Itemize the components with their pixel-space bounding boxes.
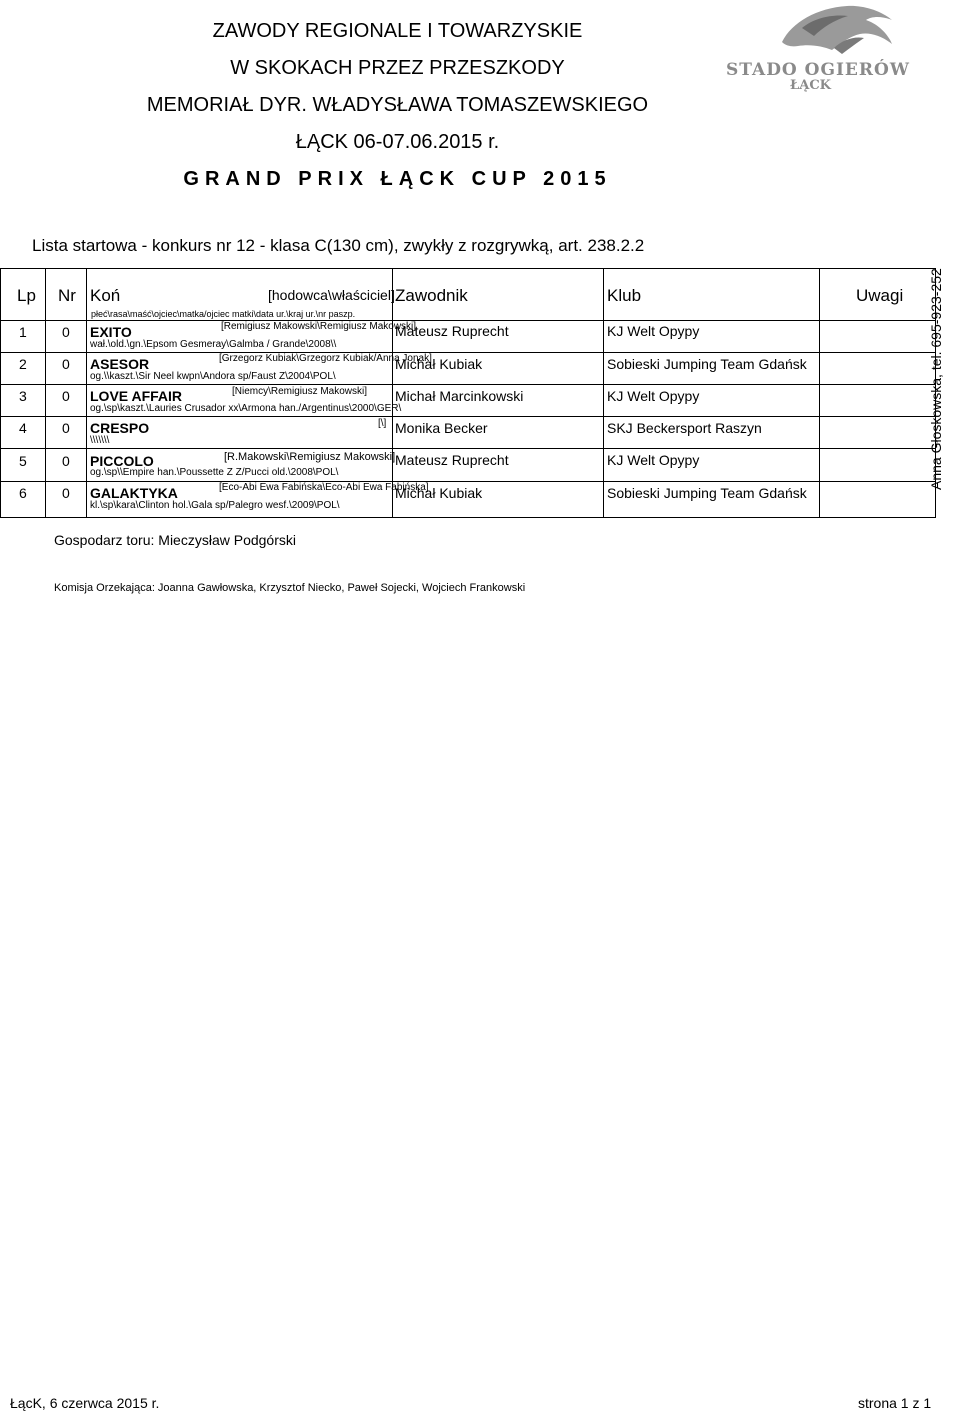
row-2-details: og.\\kaszt.\Sir Neel kwpn\Andora sp/Faust Z\2004\POL\ — [90, 371, 336, 382]
row-divider-4 — [0, 448, 936, 449]
row-1-club: KJ Welt Opypy — [607, 323, 700, 339]
row-3-rider: Michał Marcinkowski — [395, 388, 524, 404]
row-3-owner: [Niemcy\Remigiusz Makowski] — [232, 386, 368, 397]
event-title-line-2: W SKOKACH PRZEZ PRZESZKODY — [230, 57, 565, 79]
row-3-lp: 3 — [19, 388, 27, 404]
row-6-details: kl.\sp\kara\Clinton hol.\Gala sp/Palegro wesf.\2009\POL\ — [90, 500, 340, 511]
footer-page-number: strona 1 z 1 — [858, 1395, 932, 1411]
row-6-owner: [Eco-Abi Ewa Fabińska\Eco-Abi Ewa Fabińska] — [219, 482, 429, 493]
row-3-horse: LOVE AFFAIR — [90, 388, 183, 404]
row-6-club: Sobieski Jumping Team Gdańsk — [607, 485, 807, 501]
table-bottom-border — [0, 517, 936, 518]
course-designer: Gospodarz toru: Mieczysław Podgórski — [54, 532, 296, 548]
header-lp: Lp — [17, 286, 36, 305]
row-5-nr: 0 — [62, 453, 70, 469]
row-2-club: Sobieski Jumping Team Gdańsk — [607, 356, 807, 372]
row-6-rider: Michał Kubiak — [395, 485, 483, 501]
row-1-rider: Mateusz Ruprecht — [395, 323, 509, 339]
row-5-horse: PICCOLO — [90, 453, 154, 469]
table-top-border — [0, 268, 936, 269]
header-owner: [hodowca\właściciel] — [268, 287, 395, 303]
row-4-lp: 4 — [19, 420, 27, 436]
row-4-owner: [\] — [378, 418, 387, 429]
row-1-nr: 0 — [62, 324, 70, 340]
row-5-owner: [R.Makowski\Remigiusz Makowski] — [224, 451, 396, 463]
row-4-horse: CRESPO — [90, 420, 150, 436]
row-5-lp: 5 — [19, 453, 27, 469]
footer-place-date: ŁącK, 6 czerwca 2015 r. — [10, 1395, 160, 1411]
row-2-rider: Michał Kubiak — [395, 356, 483, 372]
header-divider — [0, 320, 936, 321]
row-divider-2 — [0, 384, 936, 385]
row-1-horse: EXITO — [90, 324, 132, 340]
event-title-line-1: ZAWODY REGIONALE I TOWARZYSKIE — [212, 20, 583, 42]
header-uwagi: Uwagi — [856, 286, 904, 305]
event-title-line-3: MEMORIAŁ DYR. WŁADYSŁAWA TOMASZEWSKIEGO — [146, 94, 649, 116]
row-1-lp: 1 — [19, 324, 27, 340]
row-2-lp: 2 — [19, 356, 27, 372]
row-4-rider: Monika Becker — [395, 420, 488, 436]
header-zawodnik: Zawodnik — [395, 286, 468, 305]
row-1-details: wał.\old.\gn.\Epsom Gesmeray\Galmba / Grande\2008\\ — [90, 339, 337, 350]
row-6-lp: 6 — [19, 485, 27, 501]
row-3-nr: 0 — [62, 388, 70, 404]
stado-ogierow-logo — [722, 0, 910, 100]
header-nr: Nr — [58, 286, 76, 305]
row-6-nr: 0 — [62, 485, 70, 501]
start-list-subtitle: Lista startowa - konkurs nr 12 - klasa C(130 cm), zwykły z rozgrywką, art. 238.2.2 — [32, 236, 645, 255]
row-2-nr: 0 — [62, 356, 70, 372]
row-5-club: KJ Welt Opypy — [607, 452, 700, 468]
row-divider-5 — [0, 481, 936, 482]
row-2-horse: ASESOR — [90, 356, 150, 372]
row-6-horse: GALAKTYKA — [90, 485, 178, 501]
logo-text-bottom: ŁĄCK — [790, 78, 831, 93]
row-5-details: og.\sp\\Empire han.\Poussette Z Z/Pucci old.\2008\POL\ — [90, 467, 339, 478]
row-1-owner: [Remigiusz Makowski\Remigiusz Makowski] — [221, 321, 417, 332]
header-kon: Koń — [90, 286, 121, 305]
row-divider-3 — [0, 416, 936, 417]
row-divider-1 — [0, 352, 936, 353]
grand-prix-title: GRAND PRIX ŁĄCK CUP 2015 — [183, 168, 612, 190]
row-2-owner: [Grzegorz Kubiak\Grzegorz Kubiak/Anna Jonak] — [219, 353, 432, 364]
contact-side-note: Anna Głoskowska, tel. 695-923-252 — [928, 268, 944, 490]
judges-committee: Komisja Orzekająca: Joanna Gawłowska, Krzysztof Niecko, Paweł Sojecki, Wojciech Frankowski — [54, 582, 526, 594]
row-4-nr: 0 — [62, 420, 70, 436]
header-klub: Klub — [607, 286, 642, 305]
header-details: płeć\rasa\maść\ojciec\matka/ojciec matki\data ur.\kraj ur.\nr paszp. — [91, 309, 356, 319]
row-3-club: KJ Welt Opypy — [607, 388, 700, 404]
row-4-club: SKJ Beckersport Raszyn — [607, 420, 762, 436]
row-4-details: \\\\\\\ — [90, 435, 110, 446]
event-date: ŁĄCK 06-07.06.2015 r. — [295, 131, 500, 153]
row-3-details: og.\sp\kaszt.\Lauries Crusador xx\Armona han./Argentinus\2000\GER\ — [90, 403, 402, 414]
logo-text-top: STADO OGIERÓW — [726, 60, 910, 80]
row-5-rider: Mateusz Ruprecht — [395, 452, 509, 468]
